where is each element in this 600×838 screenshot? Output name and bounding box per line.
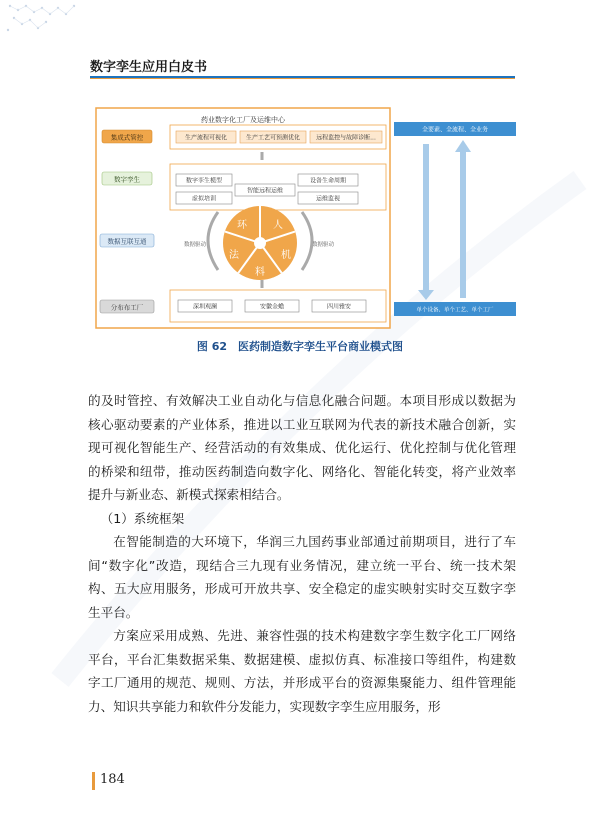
wheel-ren: 人 xyxy=(273,220,283,231)
data-driven-left: 数据驱动 xyxy=(184,242,207,248)
item-remote-ops: 智能远程运维 xyxy=(246,187,284,195)
row-label-data: 数据互联互通 xyxy=(107,237,147,246)
item-ops-monitor: 运维监视 xyxy=(315,195,341,203)
wheel-huan: 环 xyxy=(237,220,247,231)
data-driven-right: 数据驱动 xyxy=(312,242,335,248)
figure-top-title: 药业数字化工厂及运维中心 xyxy=(201,116,285,124)
paragraph-3: 方案应采用成熟、先进、兼容性强的技术构建数字孪生数字化工厂网络平台，平台汇集数据采集、数据建模、虚拟仿真、标准接口等组件，构建数字工厂通用的规范、规则、方法，并形成平台的资源集聚能力、组件管理能力、知识共享能力和软件分发能力，实现数字孪生应用服务，形 xyxy=(88,628,516,714)
page-number-accent xyxy=(92,772,95,790)
item-process-visual: 生产流程可视化 xyxy=(184,134,228,142)
paragraph-2: 在智能制造的大环境下，华润三九国药事业部通过前期项目，进行了车间“数字化”改造，现结合三九现有业务情况，建立统一平台、统一技术架构、五大应用服务，形成可开放共享、安全稳定的虚实映射实时交互数字孪生平台。 xyxy=(88,534,516,620)
factory-anhui: 安徽金蟾 xyxy=(259,303,285,311)
figure-caption: 图 62 医药制造数字孪生平台商业模式图 xyxy=(196,340,404,353)
item-twin-model: 数字孪生模型 xyxy=(185,177,223,185)
corner-decoration xyxy=(0,0,110,60)
paragraph-1: 的及时管控、有效解决工业自动化与信息化融合问题。本项目形成以数据为核心驱动要素的产业体系，推进以工业互联网为代表的新技术融合创新，实现可视化智能生产、经营活动的有效集成、优化运行、优化控制与优化管理的桥梁和纽带，推动医药制造向数字化、网络化、智能化转变，将产业效率提升与新业态、新模式探索相结合。 xyxy=(88,393,516,502)
wheel-ji: 机 xyxy=(281,250,291,261)
page-number: 184 xyxy=(100,772,125,787)
wheel-fa: 法 xyxy=(229,250,239,261)
item-process-optimize: 生产工艺可预测优化 xyxy=(245,134,301,142)
side-bottom-label: 单个设备、单个工艺、单个工厂 xyxy=(416,307,494,314)
row-label-factories: 分布布工厂 xyxy=(110,303,144,312)
five-element-wheel xyxy=(223,206,297,280)
factory-shenzhen: 深圳观澜 xyxy=(192,303,218,311)
item-virtual-training: 虚拟培训 xyxy=(191,195,217,203)
item-remote-monitor: 远程监控与故障诊断... xyxy=(316,134,376,142)
section-heading: （1）系统框架 xyxy=(100,510,185,526)
body-text xyxy=(88,389,516,718)
factory-sichuan: 四川雅安 xyxy=(326,303,352,311)
business-model-diagram xyxy=(90,100,520,332)
item-equip-lifecycle: 设备生命周期 xyxy=(309,177,347,185)
header-rule-accent xyxy=(90,78,515,79)
side-top-label: 全要素、全流程、全业务 xyxy=(421,126,489,134)
row-label-digital-twin: 数字孪生 xyxy=(114,175,140,184)
running-header: 数字孪生应用白皮书 xyxy=(90,60,208,75)
row-label-integrated: 集成式管控 xyxy=(110,133,144,142)
wheel-liao: 料 xyxy=(255,267,265,278)
